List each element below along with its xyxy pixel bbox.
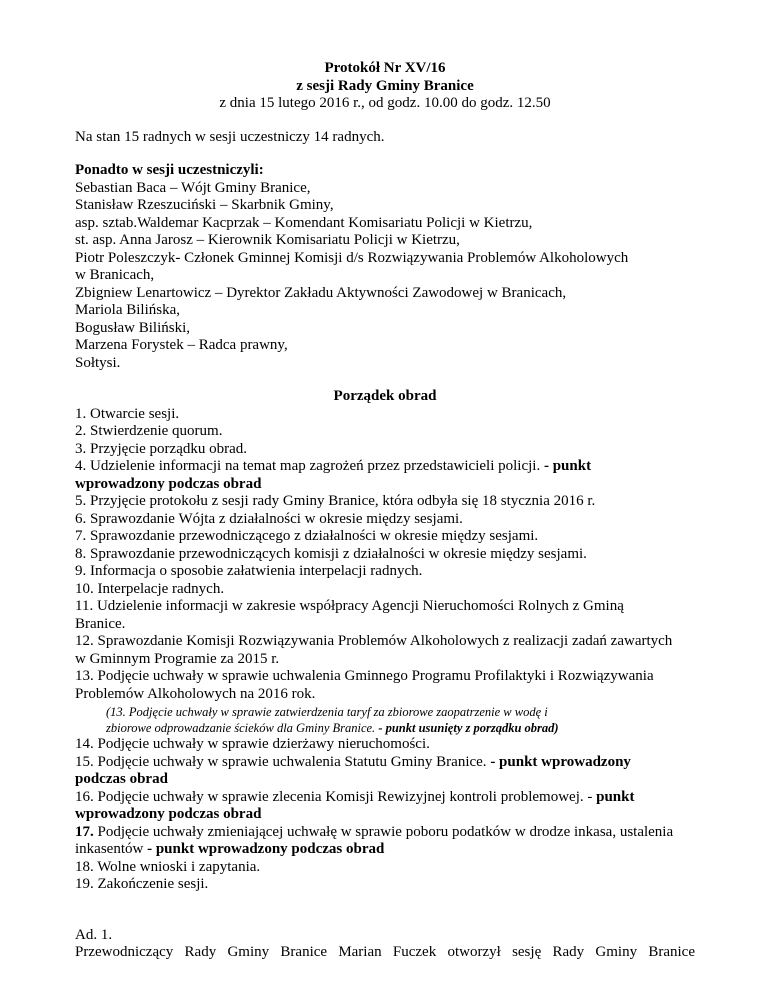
participant-item: Mariola Bilińska, [75, 302, 180, 318]
agenda-item: 1. Otwarcie sesji. [75, 405, 180, 422]
participant-item: Zbigniew Lenartowicz – Dyrektor Zakładu Aktywności Zawodowej w Branicach, [75, 284, 567, 301]
agenda-item-text: Podjęcie uchwały zmieniającej uchwałę w sprawie poboru podatków w drodze inkasa, ustalenia [93, 823, 674, 840]
agenda-item-added-note: - punkt wprowadzony [486, 753, 631, 770]
participant-item: Piotr Poleszczyk- Członek Gminnej Komisji d/s Rozwiązywania Problemów Alkoholowych [75, 249, 629, 266]
agenda-item-added-note: wprowadzony podczas obrad [75, 806, 262, 822]
agenda-list [75, 406, 695, 894]
removed-item-note-flag: - punkt usunięty z porządku obrad) [375, 721, 559, 735]
agenda-item-added-note: podczas obrad [75, 771, 168, 787]
removed-item-note-text: zbiorowe odprowadzanie ścieków dla Gminy Branice. [106, 721, 376, 735]
participant-item: asp. sztab.Waldemar Kacprzak – Komendant Komisariatu Policji w Kietrzu, [75, 214, 533, 231]
section-paragraph: Przewodniczący Rady Gminy Branice Marian Fuczek otworzył sesję Rady Gminy Branice [75, 944, 695, 960]
agenda-item-continuation: w Gminnym Programie za 2015 r. [75, 650, 280, 667]
agenda-item: 14. Podjęcie uchwały w sprawie dzierżawy nieruchomości. [75, 736, 430, 752]
agenda-heading: Porządek obrad [333, 388, 437, 404]
participant-item: Stanisław Rzeszuciński – Skarbnik Gminy, [75, 197, 334, 213]
agenda-item-text: 16. Podjęcie uchwały w sprawie zlecenia Komisji Rewizyjnej kontroli problemowej. - [75, 788, 597, 805]
agenda-item-added-note: punkt [596, 788, 635, 805]
agenda-item: 10. Interpelacje radnych. [75, 580, 225, 597]
agenda-item: 18. Wolne wnioski i zapytania. [75, 858, 261, 875]
agenda-item: 12. Sprawozdanie Komisji Rozwiązywania Problemów Alkoholowych z realizacji zadań zawartych [75, 633, 673, 649]
agenda-item-continuation: Branice. [75, 615, 126, 632]
agenda-item [75, 754, 695, 772]
agenda-item: 11. Udzielenie informacji w zakresie współpracy Agencji Nieruchomości Rolnych z Gminą [75, 598, 624, 614]
agenda-item-text: inkasentów [75, 841, 144, 857]
participants-heading: Ponadto w sesji uczestniczyli: [75, 162, 264, 178]
agenda-item-added-note: - punkt [540, 458, 592, 474]
agenda-item: 3. Przyjęcie porządku obrad. [75, 440, 248, 457]
agenda-item-text: 15. Podjęcie uchwały w sprawie uchwalenia Statutu Gminy Branice. [75, 753, 487, 770]
document-header [75, 60, 695, 113]
document-page [75, 60, 695, 962]
agenda-item: 7. Sprawozdanie przewodniczącego z działalności w okresie między sesjami. [75, 528, 539, 544]
removed-item-note-line [106, 720, 695, 736]
removed-item-note-line: (13. Podjęcie uchwały w sprawie zatwierdzenia taryf za zbiorowe zaopatrzenie w wodę i [106, 705, 548, 719]
agenda-item: 19. Zakończenie sesji. [75, 876, 209, 892]
protocol-date: z dnia 15 lutego 2016 r., od godz. 10.00 do godz. 12.50 [219, 95, 551, 111]
agenda-item-continuation [75, 841, 695, 859]
agenda-item-text: 4. Udzielenie informacji na temat map zagrożeń przez przedstawicieli policji. [75, 458, 541, 474]
participant-item: Bogusław Biliński, [75, 319, 191, 336]
agenda-item: 8. Sprawozdanie przewodniczących komisji z działalności w okresie między sesjami. [75, 545, 587, 562]
participant-item: w Branicach, [75, 267, 155, 283]
agenda-item-continuation: Problemów Alkoholowych na 2016 rok. [75, 685, 316, 702]
participant-item: Sebastian Baca – Wójt Gminy Branice, [75, 179, 311, 196]
participant-item: Sołtysi. [75, 354, 121, 371]
agenda-item-number: 17. [75, 823, 94, 840]
agenda-item-added-note: - punkt wprowadzony podczas obrad [143, 841, 385, 857]
participant-item: st. asp. Anna Jarosz – Kierownik Komisariatu Policji w Kietrzu, [75, 232, 460, 248]
agenda-item-added-note: wprowadzony podczas obrad [75, 475, 262, 492]
agenda-item: 6. Sprawozdanie Wójta z działalności w okresie między sesjami. [75, 510, 463, 527]
agenda-item: 13. Podjęcie uchwały w sprawie uchwalenia Gminnego Programu Profilaktyki i Rozwiązywania [75, 668, 654, 684]
agenda-item [75, 789, 695, 807]
attendance-line: Na stan 15 radnych w sesji uczestniczy 14 radnych. [75, 128, 385, 145]
agenda-item: 5. Przyjęcie protokołu z sesji rady Gminy Branice, która odbyła się 18 stycznia 2016 r. [75, 493, 596, 509]
removed-item-note [75, 704, 695, 736]
participant-item: Marzena Forystek – Radca prawny, [75, 337, 288, 353]
agenda-item [75, 458, 695, 476]
agenda-item [75, 824, 695, 842]
protocol-subtitle: z sesji Rady Gminy Branice [296, 77, 474, 94]
section-heading: Ad. 1. [75, 926, 113, 943]
agenda-item: 9. Informacja o sposobie załatwienia interpelacji radnych. [75, 563, 423, 579]
protocol-title: Protokół Nr XV/16 [324, 60, 446, 76]
participants-section [75, 162, 695, 372]
agenda-item: 2. Stwierdzenie quorum. [75, 423, 223, 439]
